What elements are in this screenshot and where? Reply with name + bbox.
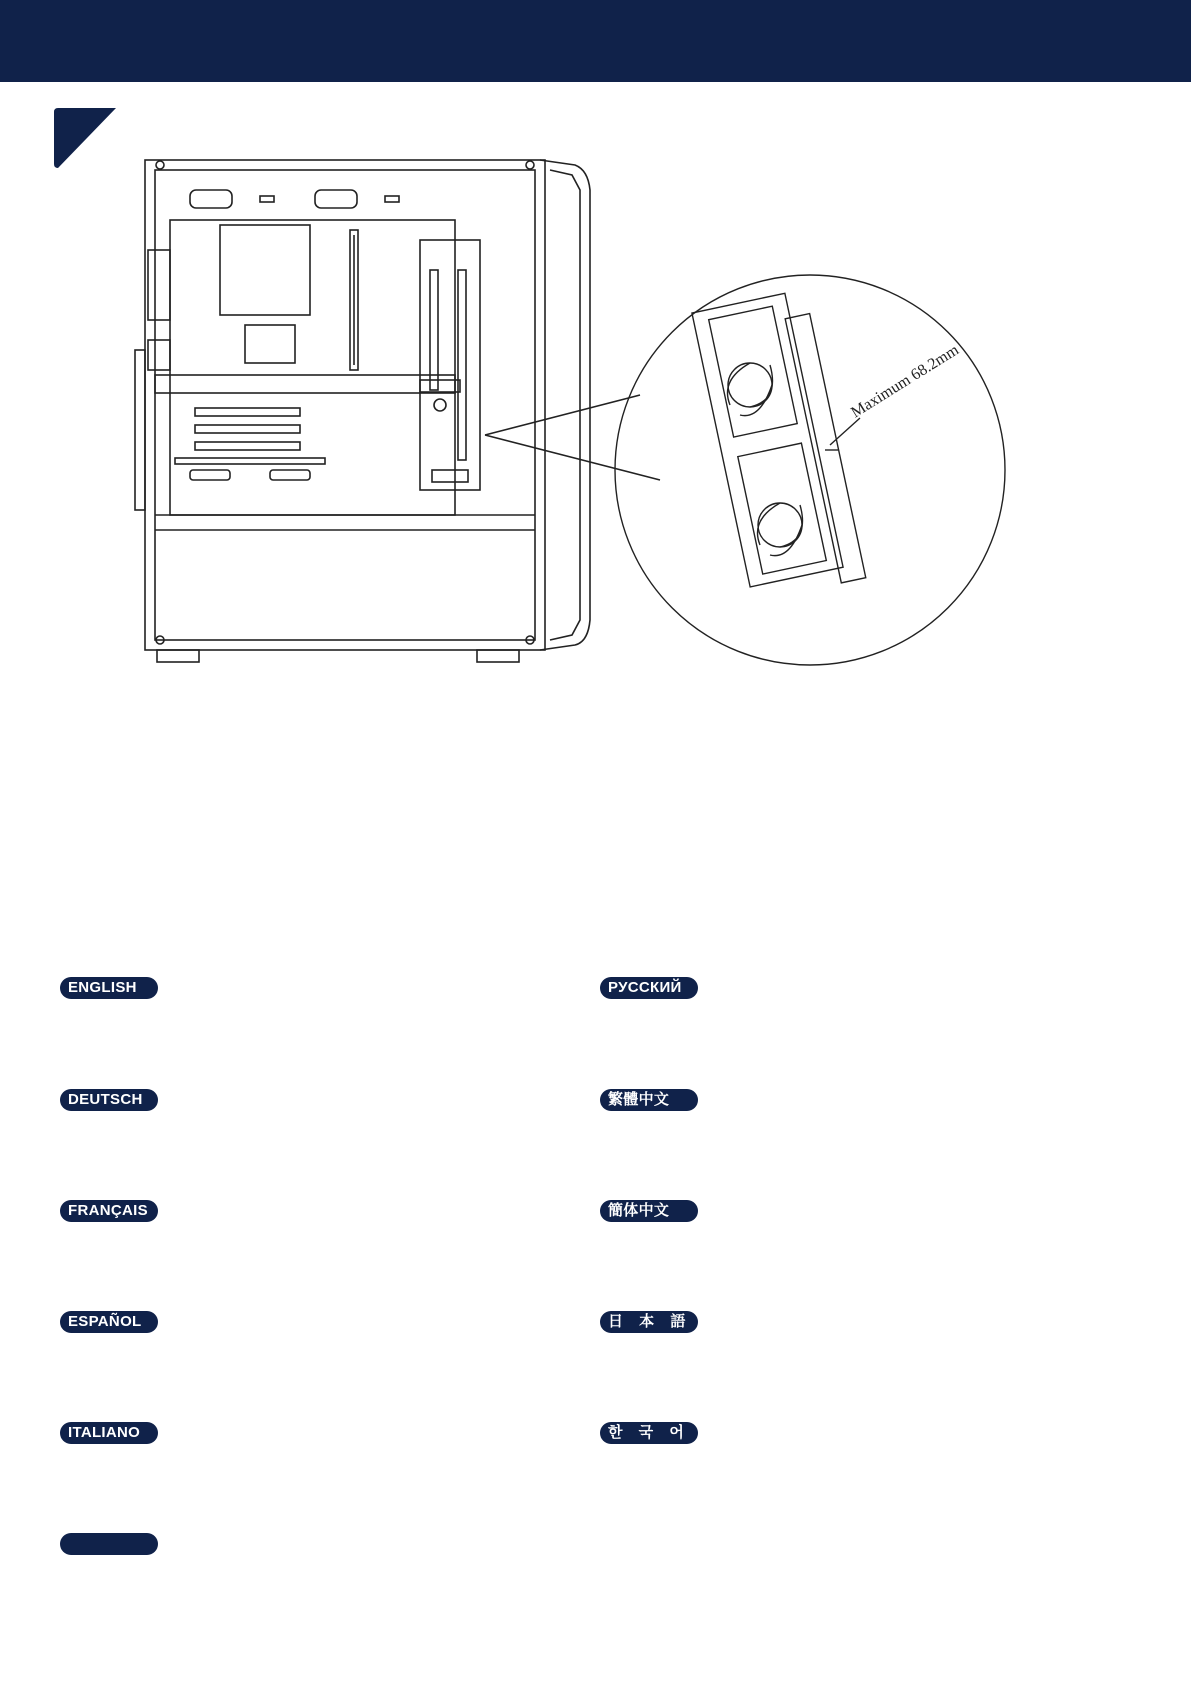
- case-outline: [145, 160, 545, 650]
- lang-pill-english: ENGLISH: [60, 977, 158, 999]
- lang-pill-korean: 한 국 어: [600, 1422, 698, 1444]
- lang-pill-japanese: 日 本 語: [600, 1311, 698, 1333]
- gpu-bracket: [155, 375, 455, 393]
- dimension-label: Maximum 68.2mm: [848, 341, 962, 422]
- lang-pill-simplified-chinese: 簡体中文: [600, 1200, 698, 1222]
- magnified-detail-circle: [615, 275, 1005, 665]
- leader-line-upper: [485, 395, 640, 435]
- lang-pill-deutsch: DEUTSCH: [60, 1089, 158, 1111]
- lang-pill-russian: РУССКИЙ: [600, 977, 698, 999]
- lang-pill-espanol: ESPAÑOL: [60, 1311, 158, 1333]
- lang-pill-francais: FRANÇAIS: [60, 1200, 158, 1222]
- drive-cage: [420, 240, 480, 490]
- lang-pill-blank: [60, 1533, 158, 1555]
- leader-line-lower: [485, 435, 660, 480]
- case-side-view-diagram: [120, 150, 1070, 710]
- lang-pill-italiano: ITALIANO: [60, 1422, 158, 1444]
- lang-pill-traditional-chinese: 繁體中文: [600, 1089, 698, 1111]
- step-corner-marker: [54, 108, 116, 170]
- header-bar: [0, 0, 1191, 82]
